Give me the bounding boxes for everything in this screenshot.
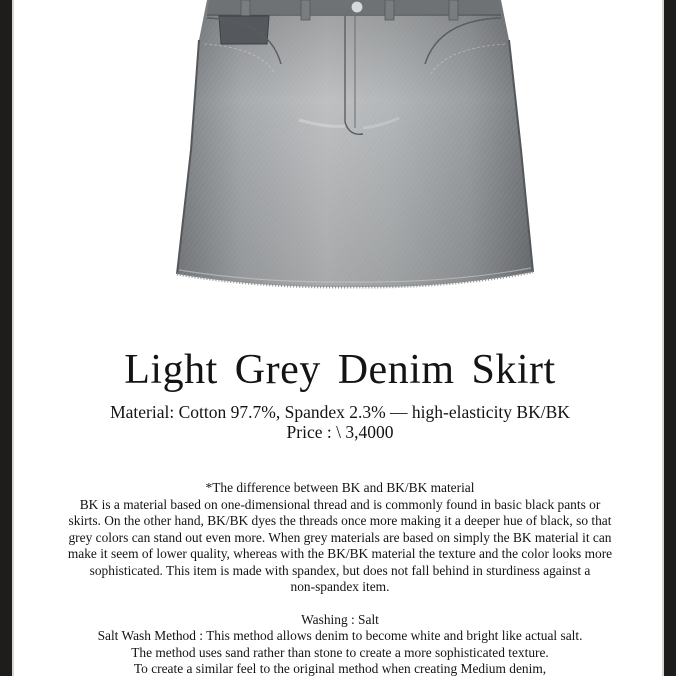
denim-skirt-illustration xyxy=(149,0,559,300)
washing-line: To create a similar feel to the original method when creating Medium denim, xyxy=(133,661,547,676)
section-spacer xyxy=(36,596,644,612)
description-line: sophisticated. This item is made with spandex, but does not fall behind in sturdiness against a xyxy=(89,562,591,578)
product-specs xyxy=(14,402,664,442)
description-line: BK is a material based on one-dimensional thread and is commonly found in basic black pants or xyxy=(79,496,601,512)
product-title: Light Grey Denim Skirt xyxy=(124,347,556,393)
washing-heading: Washing : Salt xyxy=(301,611,379,627)
belt-loop xyxy=(385,0,394,20)
belt-loop xyxy=(449,0,458,20)
product-image xyxy=(149,0,559,300)
description-heading: *The difference between BK and BK/BK material xyxy=(205,480,475,495)
washing-line: The method uses sand rather than stone to create a more sophisticated texture. xyxy=(131,644,549,660)
belt-loop xyxy=(301,0,310,20)
description-line: grey colors can stand out even more. When grey materials are based on simply the BK material it can xyxy=(68,529,612,545)
button xyxy=(351,1,363,13)
washing-line: Salt Wash Method : This method allows denim to become white and bright like actual salt. xyxy=(97,628,583,643)
product-sheet xyxy=(12,0,664,676)
product-description xyxy=(36,480,644,676)
material-line: Material: Cotton 97.7%, Spandex 2.3% — high-elasticity BK/BK xyxy=(110,402,570,422)
description-line: non-spandex item. xyxy=(290,579,390,594)
description-line: make it seem of lower quality, whereas with the BK/BK material the texture and the color looks more xyxy=(67,546,613,561)
price-line: Price : \ 3,4000 xyxy=(286,422,394,442)
description-line: skirts. On the other hand, BK/BK dyes the threads once more making it a deeper hue of black, so that xyxy=(68,513,612,528)
